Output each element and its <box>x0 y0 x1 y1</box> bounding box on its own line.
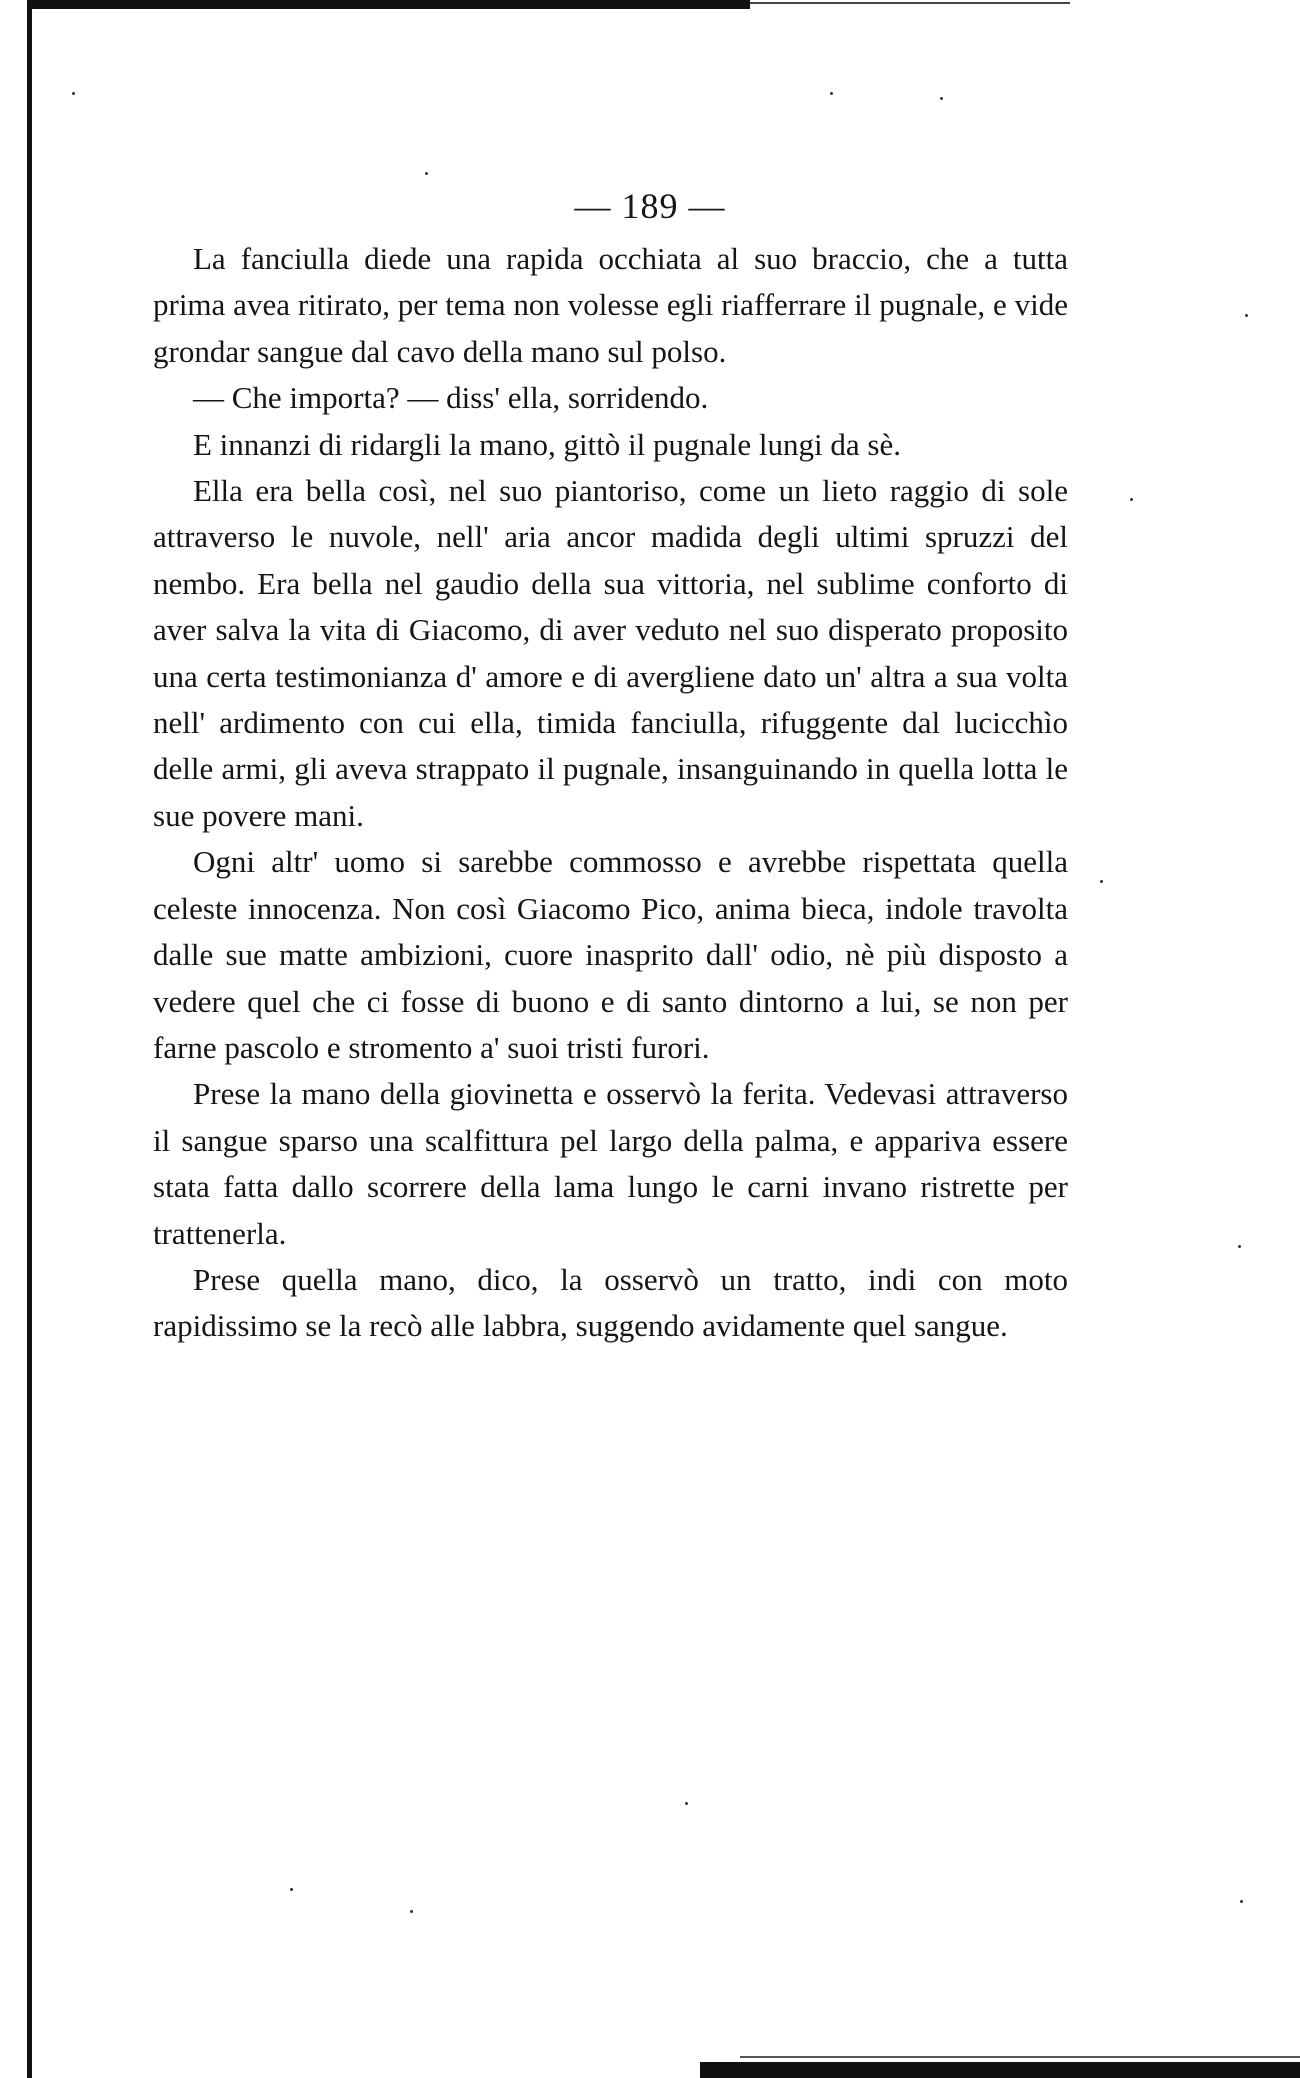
paragraph: Prese la mano della giovinetta e osservò la ferita. Vedevasi attraverso il sangue sparso una scalfittura pel largo della palma, e appariva essere stata fatta dallo scorrere della lama lungo le carni invano ristrette per trattenerla. <box>153 1076 1068 1251</box>
scan-speck <box>830 92 833 95</box>
paragraph: Prese quella mano, dico, la osservò un tratto, indi con moto rapidissimo se la recò alle labbra, suggendo avidamente quel sangue. <box>153 1261 1068 1344</box>
scan-speck <box>1130 498 1133 501</box>
scan-border-top-thin <box>750 2 1070 4</box>
paragraph: Ella era bella così, nel suo piantoriso, come un lieto raggio di sole attraverso le nuvole, nell' aria ancor madida degli ultimi spruzzi del nembo. Era bella nel gaudio della sua vittoria, nel sublime conforto di aver salva la vita di Giacomo, di aver veduto nel suo disperato proposito una certa testimonianza d' amore e di avergliene dato un' altra a sua volta nell' ardimento con cui ella, timida fanciulla, rifuggente dal lucicchìo delle armi, gli aveva strappato il pugnale, insanguinando in quella lotta le sue povere mani. <box>153 473 1068 833</box>
scan-speck <box>290 1888 293 1891</box>
paragraph: Ogni altr' uomo si sarebbe commosso e avrebbe rispettata quella celeste innocenza. Non così Giacomo Pico, anima bieca, indole travolta dalle sue matte ambizioni, cuore inasprito dall' odio, nè più disposto a vedere quel che ci fosse di buono e di santo dintorno a lui, se non per farne pascolo e stromento a' suoi tristi furori. <box>153 844 1068 1065</box>
scan-speck <box>685 1802 688 1805</box>
paragraph: E innanzi di ridargli la mano, gittò il pugnale lungi da sè. <box>193 426 901 462</box>
scan-speck <box>410 1910 413 1913</box>
scan-border-bottom <box>700 2062 1300 2078</box>
scan-speck <box>425 172 428 175</box>
scan-border-top <box>30 0 750 9</box>
scan-speck <box>1240 1900 1243 1903</box>
body-text <box>153 236 1068 1350</box>
scan-speck <box>1100 880 1103 883</box>
scan-speck <box>1245 314 1248 317</box>
scan-speck <box>72 92 75 95</box>
scan-speck <box>1238 1245 1241 1248</box>
paragraph: La fanciulla diede una rapida occhiata al suo braccio, che a tutta prima avea ritirato, per tema non volesse egli riafferrare il pugnale, e vide grondar sangue dal cavo della mano sul polso. <box>153 241 1068 369</box>
page-number: — 189 — <box>574 186 726 226</box>
scan-border-bottom-thin <box>740 2056 1300 2058</box>
scan-speck <box>940 97 943 100</box>
scan-border-left <box>27 0 32 2078</box>
paragraph: — Che importa? — diss' ella, sorridendo. <box>193 380 709 416</box>
